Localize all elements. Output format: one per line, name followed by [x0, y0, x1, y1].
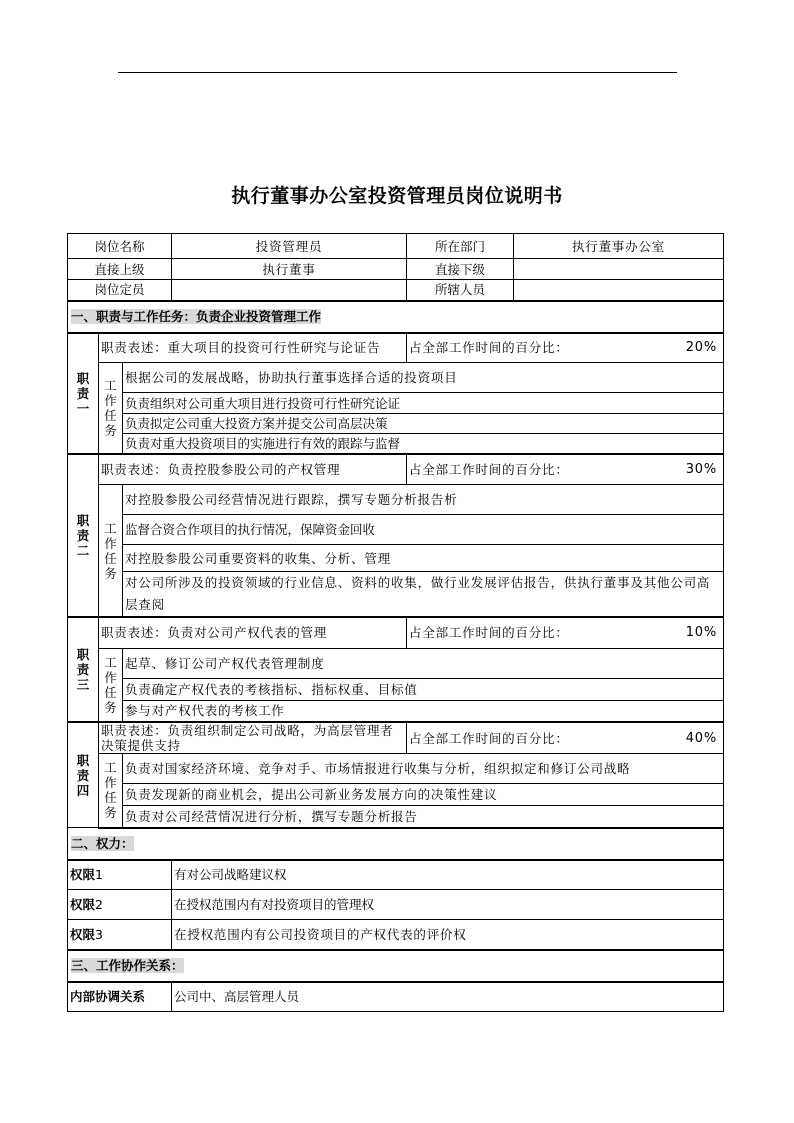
duty4-task-3: 负责对公司经营情况进行分析，撰写专题分析报告 [123, 806, 724, 828]
duty2-task-2: 监督合资合作项目的执行情况，保障资金回收 [123, 515, 724, 545]
section3-heading-row [68, 950, 724, 982]
authority-1-label: 权限1 [68, 860, 172, 890]
duty2-task-row [68, 485, 724, 515]
duty2-task-4: 对公司所涉及的投资领域的行业信息、资料的收集，做行业发展评估报告，供执行董事及其他公司高层查阅 [123, 572, 724, 618]
duty4-desc: 职责表述：负责组织制定公司战略，为高层管理者决策提供支持 [99, 722, 407, 754]
duty1-task-2: 负责组织对公司重大项目进行投资可行性研究论证 [123, 393, 724, 414]
duty3-task-2: 负责确定产权代表的考核指标、指标权重、目标值 [123, 678, 724, 700]
duty3-percent: 占全部工作时间的百分比： 10% [407, 617, 724, 648]
authority-2-value: 在授权范围内有对投资项目的管理权 [172, 890, 724, 920]
duty1-task-3: 负责拟定公司重大投资方案并提交公司高层决策 [123, 414, 724, 434]
duty2-desc-row [68, 454, 724, 485]
authority-2-label: 权限2 [68, 890, 172, 920]
header-rule [118, 72, 677, 73]
authority-1-value: 有对公司战略建议权 [172, 860, 724, 890]
header-row-2 [68, 259, 724, 280]
duty2-desc: 职责表述：负责控股参股公司的产权管理 [99, 454, 407, 485]
internal-coordination-row [68, 982, 724, 1012]
duty3-task-label: 工 作 任 务 [99, 648, 123, 722]
dept-label: 所在部门 [407, 234, 514, 259]
superior-value: 执行董事 [172, 259, 407, 280]
duty4-task-1: 负责对国家经济环境、竞争对手、市场情报进行收集与分析，组织拟定和修订公司战略 [123, 754, 724, 784]
duty3-task-1: 起草、修订公司产权代表管理制度 [123, 648, 724, 678]
subordinate-label: 直接下级 [407, 259, 514, 280]
authority-row-1 [68, 860, 724, 890]
duty4-percent: 占全部工作时间的百分比： 40% [407, 722, 724, 754]
duty1-task-row [68, 363, 724, 393]
duty4-task-2: 负责发现新的商业机会，提出公司新业务发展方向的决策性建议 [123, 784, 724, 806]
job-description-table [67, 233, 724, 1012]
duty2-task-label: 工 作 任 务 [99, 485, 123, 618]
duty3-desc: 职责表述：负责对公司产权代表的管理 [99, 617, 407, 648]
superior-label: 直接上级 [68, 259, 172, 280]
quota-label: 岗位定员 [68, 280, 172, 301]
staff-value [514, 280, 724, 301]
subordinate-value [514, 259, 724, 280]
pos-name-value: 投资管理员 [172, 234, 407, 259]
duty1-percent: 占全部工作时间的百分比： 20% [407, 333, 724, 363]
duty1-task-label: 工 作 任 务 [99, 363, 123, 454]
section2-heading-row [68, 828, 724, 860]
duty4-task-row [68, 754, 724, 784]
duty2-percent: 占全部工作时间的百分比： 30% [407, 454, 724, 485]
duty3-task-row [68, 648, 724, 678]
duty2-task-3: 对控股参股公司重要资料的收集、分析、管理 [123, 545, 724, 572]
staff-label: 所辖人员 [407, 280, 514, 301]
duty1-task-4: 负责对重大投资项目的实施进行有效的跟踪与监督 [123, 434, 724, 454]
pos-name-label: 岗位名称 [68, 234, 172, 259]
section1-heading-row [68, 301, 724, 333]
duty3-task-3: 参与对产权代表的考核工作 [123, 700, 724, 722]
duty4-task-label: 工 作 任 务 [99, 754, 123, 828]
authority-3-value: 在授权范围内有公司投资项目的产权代表的评价权 [172, 920, 724, 950]
dept-value: 执行董事办公室 [514, 234, 724, 259]
duty1-task-1: 根据公司的发展战略，协助执行董事选择合适的投资项目 [123, 363, 724, 393]
authority-row-3 [68, 920, 724, 950]
header-row-3 [68, 280, 724, 301]
authority-3-label: 权限3 [68, 920, 172, 950]
duty4-label: 职 责 四 [68, 722, 99, 828]
section2-heading: 二、权力： [68, 828, 724, 860]
internal-coordination-value: 公司中、高层管理人员 [172, 982, 724, 1012]
duty1-desc-row [68, 333, 724, 363]
duty4-desc-row [68, 722, 724, 754]
section3-heading: 三、工作协作关系： [68, 950, 724, 982]
header-row-1 [68, 234, 724, 259]
duty3-label: 职 责 三 [68, 617, 99, 722]
duty1-desc: 职责表述：重大项目的投资可行性研究与论证告 [99, 333, 407, 363]
authority-row-2 [68, 890, 724, 920]
quota-value [172, 280, 407, 301]
duty2-task-1: 对控股参股公司经营情况进行跟踪，撰写专题分析报告析 [123, 485, 724, 515]
duty1-label: 职 责 一 [68, 333, 99, 454]
document-title: 执行董事办公室投资管理员岗位说明书 [231, 185, 563, 207]
internal-coordination-label: 内部协调关系 [68, 982, 172, 1012]
duty3-desc-row [68, 617, 724, 648]
section1-heading: 一、职责与工作任务：负责企业投资管理工作 [68, 301, 724, 333]
duty2-label: 职 责 二 [68, 454, 99, 618]
